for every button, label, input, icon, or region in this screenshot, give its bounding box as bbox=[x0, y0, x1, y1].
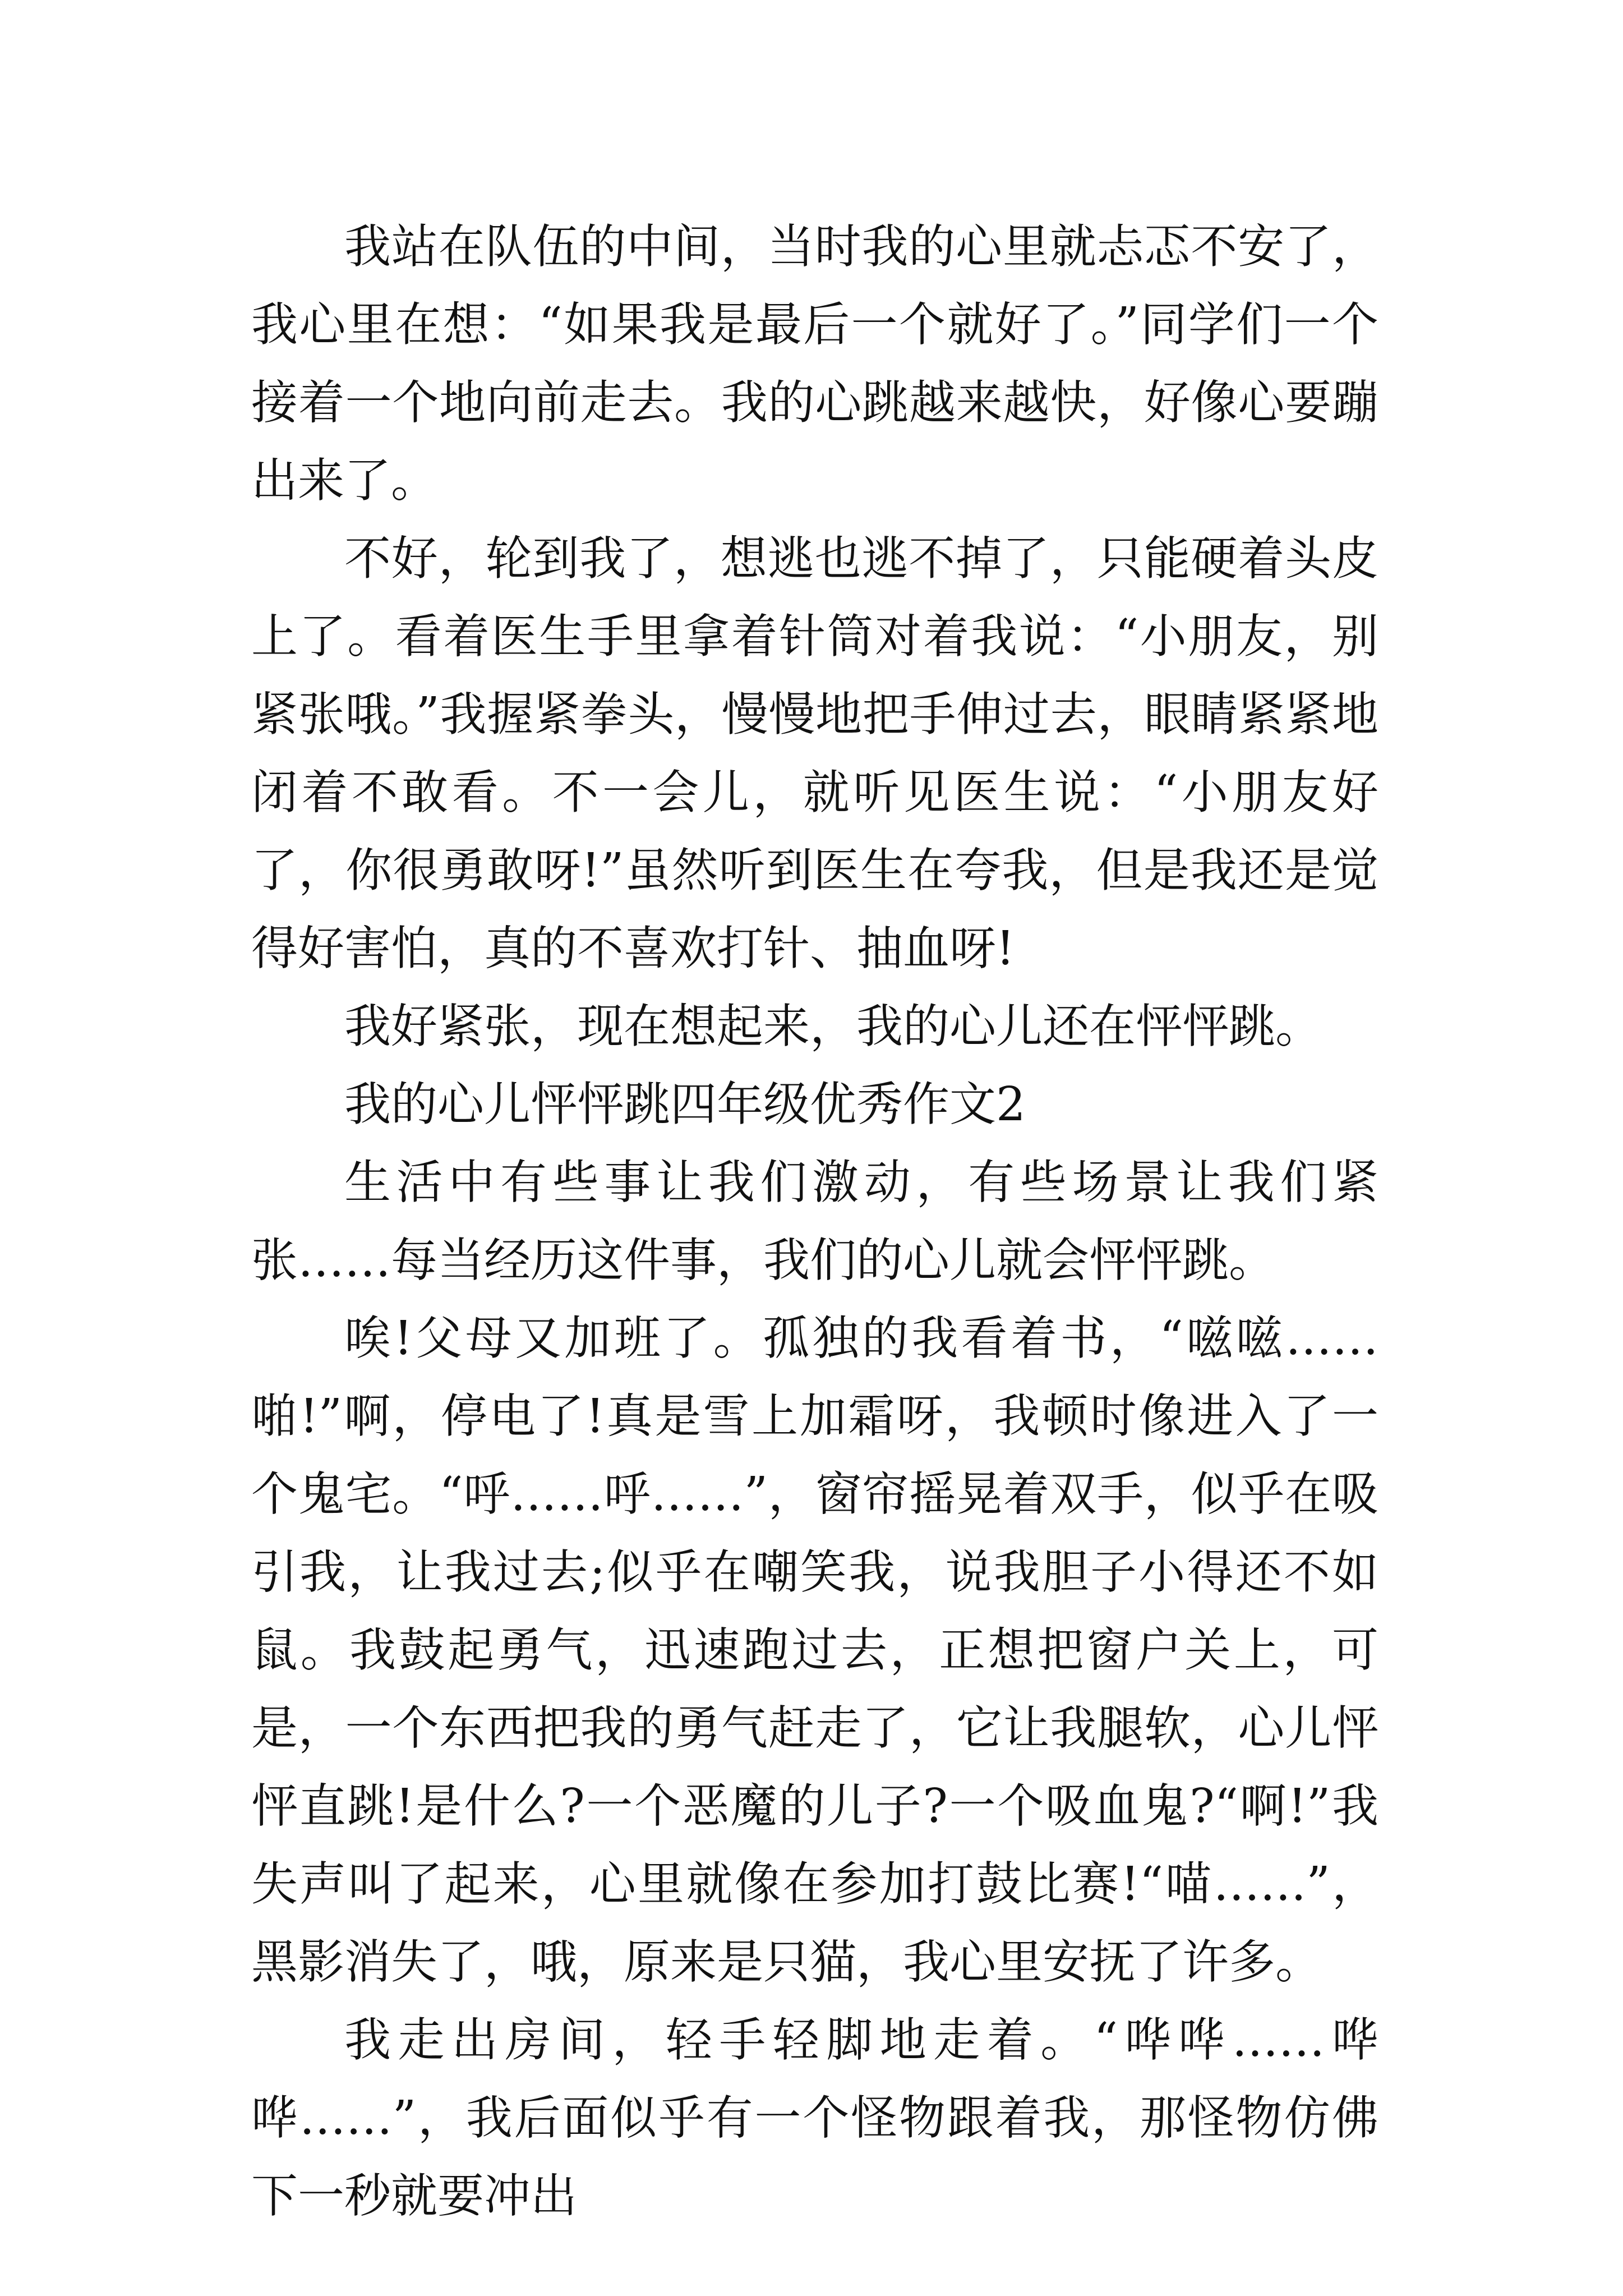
paragraph-3: 我好紧张，现在想起来，我的心儿还在怦怦跳。 bbox=[344, 999, 1322, 1053]
paragraph-7: 我走出房间，轻手轻脚地走着。“哗哗……哗哗……”，我后面似乎有一个怪物跟着我，那怪物仿佛下一秒就要冲出 bbox=[251, 2013, 1378, 2223]
essay-title-2: 我的心儿怦怦跳四年级优秀作文2 bbox=[344, 1077, 1026, 1131]
document-body bbox=[251, 208, 1378, 2235]
paragraph-5: 生活中有些事让我们激动，有些场景让我们紧张……每当经历这件事，我们的心儿就会怦怦跳。 bbox=[251, 1155, 1378, 1287]
paragraph-1: 我站在队伍的中间，当时我的心里就忐忑不安了，我心里在想：“如果我是最后一个就好了。”同学们一个接着一个地向前走去。我的心跳越来越快，好像心要蹦出来了。 bbox=[251, 219, 1378, 508]
paragraph-2: 不好，轮到我了，想逃也逃不掉了，只能硬着头皮上了。看着医生手里拿着针筒对着我说：“小朋友，别紧张哦。”我握紧拳头，慢慢地把手伸过去，眼睛紧紧地闭着不敢看。不一会儿，就听见医生说：“小朋友好了，你很勇敢呀!”虽然听到医生在夸我，但是我还是觉得好害怕，真的不喜欢打针、抽血呀! bbox=[251, 531, 1378, 976]
paragraph-6: 唉!父母又加班了。孤独的我看着书，“嗞嗞……啪!”啊，停电了!真是雪上加霜呀，我顿时像进入了一个鬼宅。“呼……呼……”，窗帘摇晃着双手，似乎在吸引我，让我过去;似乎在嘲笑我，说我胆子小得还不如鼠。我鼓起勇气，迅速跑过去，正想把窗户关上，可是，一个东西把我的勇气赶走了，它让我腿软，心儿怦怦直跳!是什么?一个恶魔的儿子?一个吸血鬼?“啊!”我失声叫了起来，心里就像在参加打鼓比赛!“喵……”，黑影消失了，哦，原来是只猫，我心里安抚了许多。 bbox=[251, 1311, 1378, 1989]
